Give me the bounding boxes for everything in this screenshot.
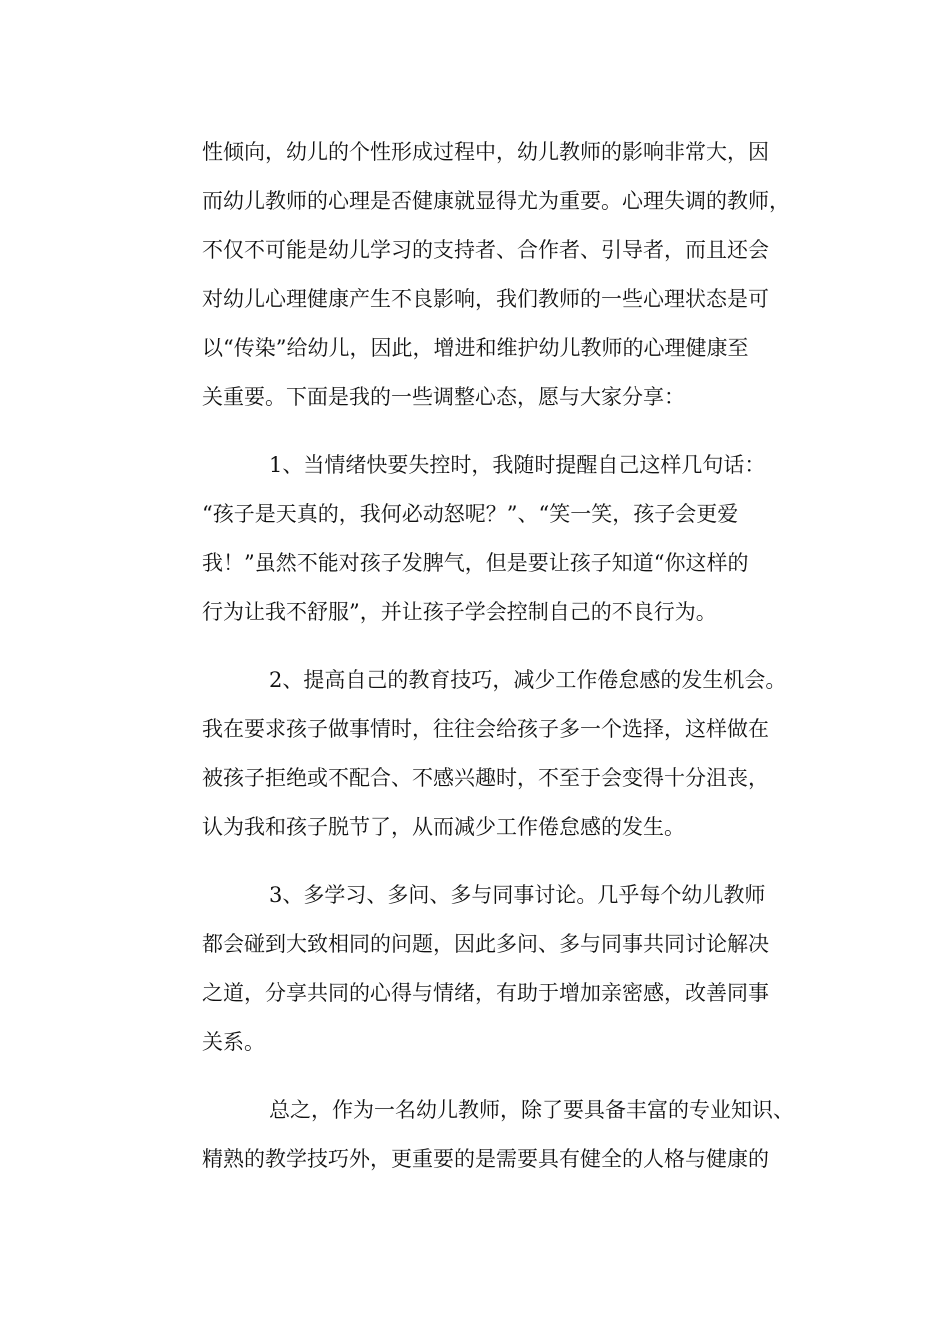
text-line: 总之，作为一名幼儿教师，除了要具备丰富的专业知识、 xyxy=(269,1098,794,1122)
text-line: 我！”虽然不能对孩子发脾气，但是要让孩子知道“你这样的 xyxy=(202,551,749,575)
text-line: 被孩子拒绝或不配合、不感兴趣时，不至于会变得十分沮丧， xyxy=(202,766,769,790)
text-line: 我在要求孩子做事情时，往往会给孩子多一个选择，这样做在 xyxy=(202,717,769,741)
text-line: 行为让我不舒服”，并让孩子学会控制自己的不良行为。 xyxy=(202,600,717,624)
text-line: 不仅不可能是幼儿学习的支持者、合作者、引导者，而且还会 xyxy=(202,238,769,262)
text-line: 性倾向，幼儿的个性形成过程中，幼儿教师的影响非常大，因 xyxy=(202,140,769,164)
document-body xyxy=(202,128,822,1184)
text-line: 而幼儿教师的心理是否健康就显得尤为重要。心理失调的教师， xyxy=(202,189,790,213)
paragraph-spacer xyxy=(202,1067,822,1086)
paragraph-spacer xyxy=(202,852,822,871)
text-line: 关系。 xyxy=(202,1030,265,1054)
text-line: 认为我和孩子脱节了，从而减少工作倦怠感的发生。 xyxy=(202,815,685,839)
text-line: 关重要。下面是我的一些调整心态，愿与大家分享： xyxy=(202,385,685,409)
text-line: 3、多学习、多问、多与同事讨论。几乎每个幼儿教师 xyxy=(269,883,766,907)
paragraph-5 xyxy=(202,1086,822,1184)
paragraph-4 xyxy=(202,871,822,1067)
paragraph-1 xyxy=(202,128,822,422)
text-line: 精熟的教学技巧外，更重要的是需要具有健全的人格与健康的 xyxy=(202,1147,769,1171)
text-line: “孩子是天真的，我何必动怒呢？”、“笑一笑，孩子会更爱 xyxy=(202,502,739,526)
text-line: 对幼儿心理健康产生不良影响，我们教师的一些心理状态是可 xyxy=(202,287,769,311)
text-line: 之道，分享共同的心得与情绪，有助于增加亲密感，改善同事 xyxy=(202,981,769,1005)
text-line: 都会碰到大致相同的问题，因此多问、多与同事共同讨论解决 xyxy=(202,932,769,956)
text-line: 1、当情绪快要失控时，我随时提醒自己这样几句话： xyxy=(269,453,766,477)
paragraph-3 xyxy=(202,656,822,852)
paragraph-spacer xyxy=(202,637,822,656)
paragraph-2 xyxy=(202,441,822,637)
text-line: 以“传染”给幼儿，因此，增进和维护幼儿教师的心理健康至 xyxy=(202,336,749,360)
paragraph-spacer xyxy=(202,422,822,441)
text-line: 2、提高自己的教育技巧，减少工作倦怠感的发生机会。 xyxy=(269,668,787,692)
